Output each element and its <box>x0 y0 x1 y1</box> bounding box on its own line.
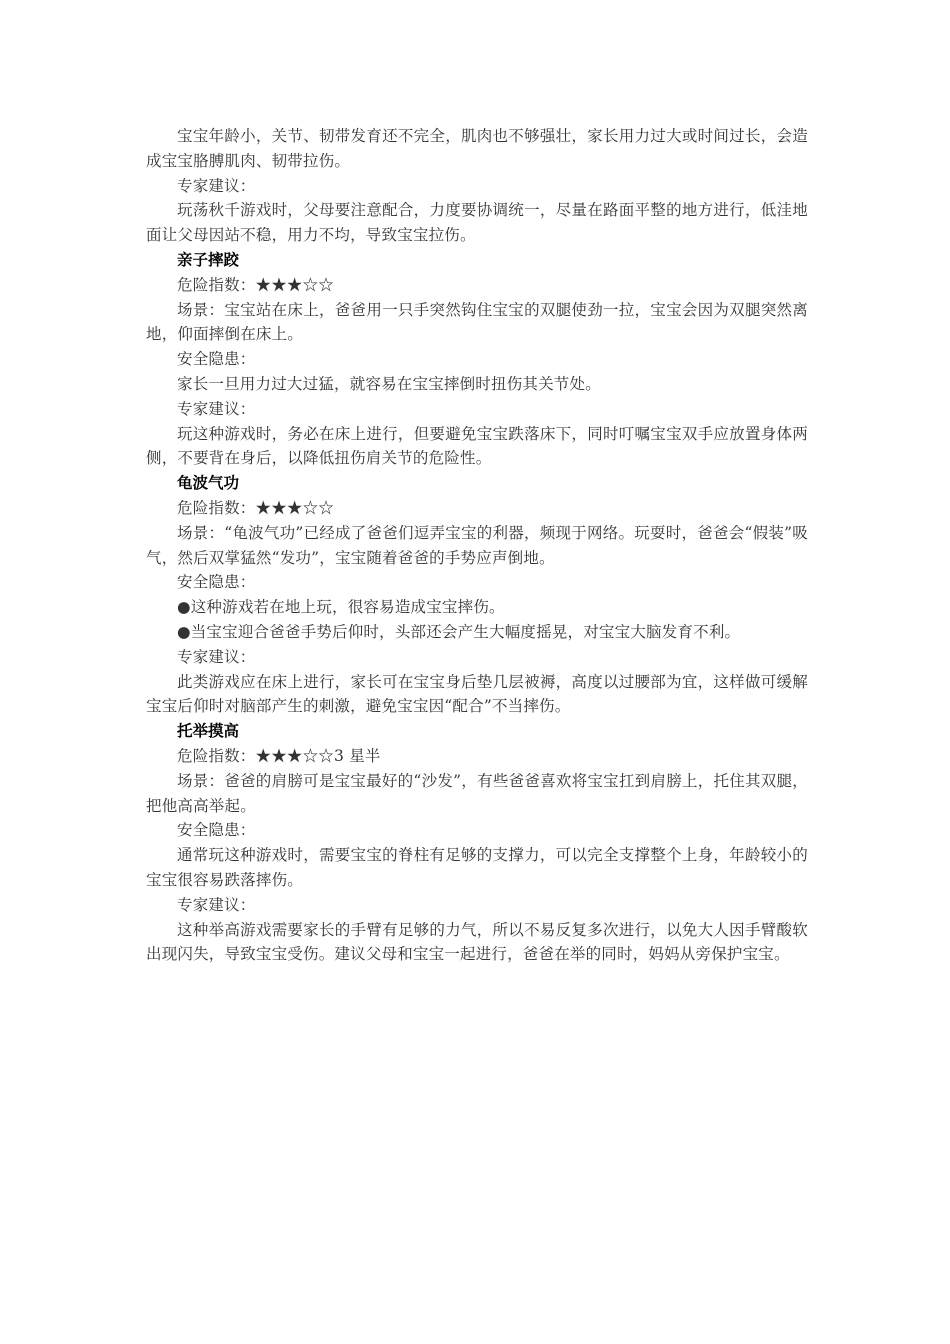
hazard-label: 安全隐患： <box>177 350 256 369</box>
document-body <box>146 124 808 967</box>
paragraph-swing-risk: 宝宝年龄小，关节、韧带发育还不完全，肌肉也不够强壮，家长用力过大或时间过长，会造成宝宝胳膊肌肉、韧带拉伤。 <box>146 127 808 170</box>
hazard-label: 安全隐患： <box>177 821 256 840</box>
danger-rating-kamehameha: 危险指数：★★★☆☆ <box>177 498 335 517</box>
scene-wrestling: 场景：宝宝站在床上，爸爸用一只手突然钩住宝宝的双腿使劲一拉，宝宝会因为双腿突然离地，仰面摔倒在床上。 <box>146 300 808 344</box>
advice-lift: 这种举高游戏需要家长的手臂有足够的力气，所以不易反复多次进行，以免大人因手臂酸软出现闪失，导致宝宝受伤。建议父母和宝宝一起进行，爸爸在举的同时，妈妈从旁保护宝宝。 <box>146 920 808 964</box>
paragraph-swing-advice: 玩荡秋千游戏时，父母要注意配合，力度要协调统一，尽量在路面平整的地方进行，低洼地面让父母因站不稳，用力不均，导致宝宝拉伤。 <box>146 201 808 245</box>
hazard-bullet-1: ●这种游戏若在地上玩，很容易造成宝宝摔伤。 <box>177 598 505 617</box>
expert-advice-label: 专家建议： <box>177 895 256 914</box>
expert-advice-label: 专家建议： <box>177 399 256 418</box>
hazard-label: 安全隐患： <box>177 573 256 592</box>
expert-advice-label: 专家建议： <box>177 176 256 195</box>
section-heading-lift: 托举摸高 <box>177 722 240 741</box>
hazard-lift: 通常玩这种游戏时，需要宝宝的脊柱有足够的支撑力，可以完全支撑整个上身，年龄较小的宝宝很容易跌落摔伤。 <box>146 846 808 889</box>
section-heading-kamehameha: 龟波气功 <box>177 474 240 493</box>
danger-rating-lift: 危险指数：★★★☆☆3 星半 <box>177 746 381 765</box>
danger-rating-wrestling: 危险指数：★★★☆☆ <box>177 275 335 294</box>
scene-lift: 场景：爸爸的肩膀可是宝宝最好的“沙发”，有些爸爸喜欢将宝宝扛到肩膀上，托住其双腿，把他高高举起。 <box>146 771 808 815</box>
hazard-wrestling: 家长一旦用力过大过猛，就容易在宝宝摔倒时扭伤其关节处。 <box>177 374 601 393</box>
hazard-bullet-2: ●当宝宝迎合爸爸手势后仰时，头部还会产生大幅度摇晃，对宝宝大脑发育不利。 <box>177 622 741 641</box>
expert-advice-label: 专家建议： <box>177 647 256 666</box>
advice-wrestling: 玩这种游戏时，务必在床上进行，但要避免宝宝跌落床下，同时叮嘱宝宝双手应放置身体两侧，不要背在身后，以降低扭伤肩关节的危险性。 <box>146 424 808 468</box>
scene-kamehameha: 场景：“龟波气功”已经成了爸爸们逗弄宝宝的利器，频现于网络。玩耍时，爸爸会“假装”吸气，然后双掌猛然“发功”，宝宝随着爸爸的手势应声倒地。 <box>146 523 808 567</box>
section-heading-wrestling: 亲子摔跤 <box>177 250 240 269</box>
advice-kamehameha: 此类游戏应在床上进行，家长可在宝宝身后垫几层被褥，高度以过腰部为宜，这样做可缓解宝宝后仰时对脑部产生的刺激，避免宝宝因“配合”不当摔伤。 <box>146 672 808 716</box>
